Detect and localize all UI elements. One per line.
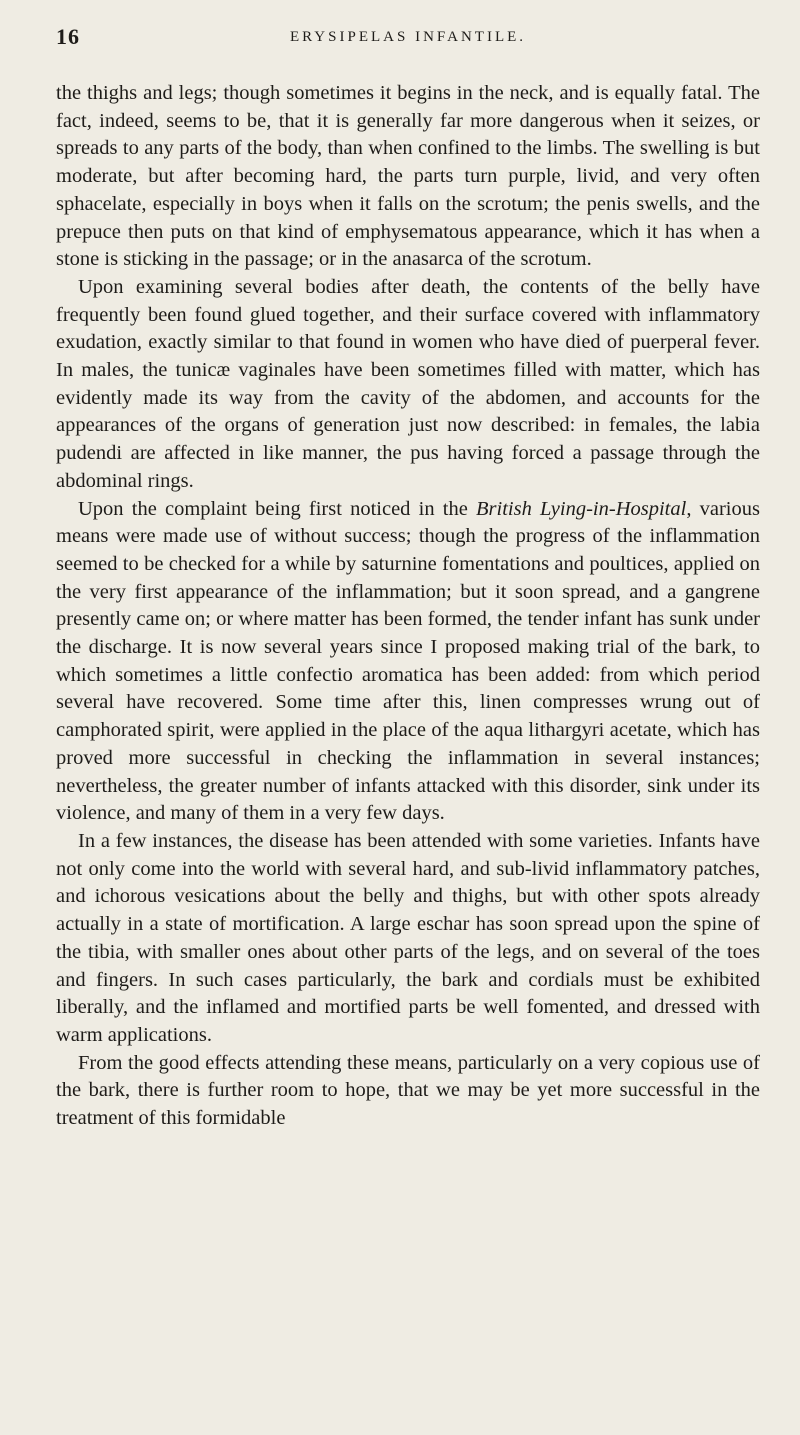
running-header xyxy=(56,24,760,70)
text-run: the thighs and legs; though sometimes it begins in the neck, and is equally fatal. The fact, indeed, seems to be, that it is generally far more dangerous when it seizes, or spreads to any parts of the body, than when confined to the limbs. The swelling is but moderate, but after becoming hard, the parts turn purple, livid, and very often sphacelate, especially in boys when it falls on the scrotum; the penis swells, and the prepuce then puts on that kind of emphysematous appearance, which it has when a stone is sticking in the passage; or in the anasarca of the scrotum. xyxy=(56,82,760,271)
text-run: , various means were made use of without success; though the progress of the inflammation seemed to be checked for a while by saturnine fomentations and poultices, applied on the very first appearance of the inflammation; but it soon spread, and a gangrene presently came on; or where matter has been formed, the tender infant has sunk under the discharge. It is now several years since I proposed making trial of the bark, to which sometimes a little confectio aromatica has been added: from which period several have recovered. Some time after this, linen compresses wrung out of camphorated spirit, were applied in the place of the aqua lithargyri acetate, which has proved more successful in checking the inflammation in several instances; nevertheless, the greater number of infants attacked with this disorder, sink under its violence, and many of them in a very few days. xyxy=(56,497,760,825)
paragraph-3 xyxy=(56,496,760,828)
paragraph-5 xyxy=(56,1050,760,1133)
text-run: In a few instances, the disease has been attended with some varieties. Infants have not only come into the world with several hard, and sub-livid inflammatory patches, and ichorous vesications about the belly and thighs, but with other spots already actually in a state of mortification. A large eschar has soon spread upon the spine of the tibia, with smaller ones about other parts of the legs, and on several of the toes and fingers. In such cases particularly, the bark and cordials must be exhibited liberally, and the inflamed and mortified parts be well fomented, and dressed with warm applications. xyxy=(56,829,760,1046)
paragraph-4 xyxy=(56,828,760,1050)
italic-text: British Lying-in-Hospital xyxy=(476,497,687,520)
text-run: Upon the complaint being first noticed in the xyxy=(78,497,476,520)
paragraph-1 xyxy=(56,80,760,274)
running-title: ERYSIPELAS INFANTILE. xyxy=(289,29,527,45)
text-run: From the good effects attending these means, particularly on a very copious use of the bark, there is further room to hope, that we may be yet more successful in the treatment of this formidable xyxy=(56,1051,760,1130)
body-text xyxy=(56,80,760,1133)
page-number: 16 xyxy=(56,24,80,49)
paragraph-2 xyxy=(56,274,760,496)
text-run: Upon examining several bodies after death, the contents of the belly have frequently been found glued together, and their surface covered with inflammatory exudation, exactly similar to that found in women who have died of puerperal fever. In males, the tunicæ vaginales have been sometimes filled with matter, which has evidently made its way from the cavity of the abdomen, and accounts for the appearances of the organs of generation just now described: in females, the labia pudendi are affected in like manner, the pus having forced a passage through the abdominal rings. xyxy=(56,275,760,492)
